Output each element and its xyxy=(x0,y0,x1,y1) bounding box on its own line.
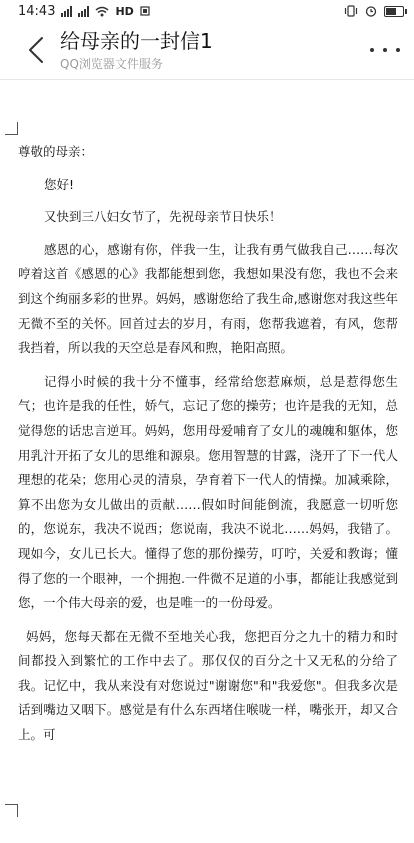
page-title: 给母亲的一封信1 xyxy=(60,29,213,53)
doc-salutation: 尊敬的母亲： xyxy=(18,144,94,159)
battery-icon xyxy=(384,6,404,17)
doc-paragraph: 妈妈，您每天都在无微不至地关心我，您把百分之九十的精力和时间都投入到繁忙的工作中去了。那仅仅的百分之十又无私的分给了我。记忆中，我从来没有对您说过"谢谢您"和"我爱您"。但我多次是话到嘴边又咽下。感觉是有什么东西堵住喉咙一样，嘴张开，却又合上。可 xyxy=(18,628,398,743)
status-left xyxy=(18,4,150,19)
document-body xyxy=(18,140,398,757)
status-time: 14:43 xyxy=(18,3,56,19)
app-header xyxy=(0,22,414,80)
signal-icon xyxy=(61,6,72,17)
status-right xyxy=(344,5,404,17)
more-dot-icon xyxy=(383,48,387,52)
page-subtitle: QQ浏览器文件服务 xyxy=(60,57,163,71)
alarm-icon xyxy=(365,5,377,17)
status-bar xyxy=(0,0,414,22)
notification-icon xyxy=(140,6,150,16)
doc-paragraph: 感恩的心，感谢有你，伴我一生，让我有勇气做我自己……每次哼着这首《感恩的心》我都能想到您，我想如果没有您，我也不会来到这个绚丽多彩的世界。妈妈，感谢您给了我生命,感谢您对我这些年无微不至的关怀。回首过去的岁月，有雨，您帮我遮着，有风，您帮我挡着，所以我的天空总是春风和煦，艳阳高照。 xyxy=(18,241,398,356)
vibrate-icon xyxy=(344,5,358,17)
more-dot-icon xyxy=(370,48,374,52)
chevron-left-icon xyxy=(22,35,52,65)
doc-greeting: 您好! xyxy=(44,176,75,192)
wifi-icon xyxy=(95,6,109,17)
more-options-button[interactable] xyxy=(370,42,400,58)
signal-icon-2 xyxy=(78,6,89,17)
more-dot-icon xyxy=(396,48,400,52)
doc-line: 又快到三八妇女节了，先祝母亲节日快乐！ xyxy=(44,209,282,225)
back-button[interactable] xyxy=(22,35,52,65)
page-corner-bottom-left xyxy=(5,804,18,817)
doc-paragraph: 记得小时候的我十分不懂事，经常给您惹麻烦，总是惹得您生气；也许是我的任性，娇气，忘记了您的操劳；也许是我的无知，总觉得您的话忠言逆耳。妈妈，您用母爱哺育了女儿的魂魄和躯体，您用乳汁开拓了女儿的思维和源泉。您用智慧的甘露，浇开了下一代人理想的花朵；您用心灵的清泉，孕育着下一代人的情操。加减乘除，算不出您为女儿做出的贡献……假如时间能倒流，我愿意一切听您的，您说东，我决不说西；您说南，我决不说北……妈妈，我错了。现如今，女儿已长大。懂得了您的那份操劳，叮咛，关爱和教诲；懂得了您的一个眼神，一个拥抱.一件微不足道的小事，都能让我感觉到您，一个伟大母亲的爱，也是唯一的一份母爱。 xyxy=(18,373,398,611)
network-type-label: HD xyxy=(115,4,134,18)
title-group xyxy=(60,28,213,72)
document-viewer[interactable] xyxy=(0,80,414,843)
page-corner-top-left xyxy=(5,122,18,135)
